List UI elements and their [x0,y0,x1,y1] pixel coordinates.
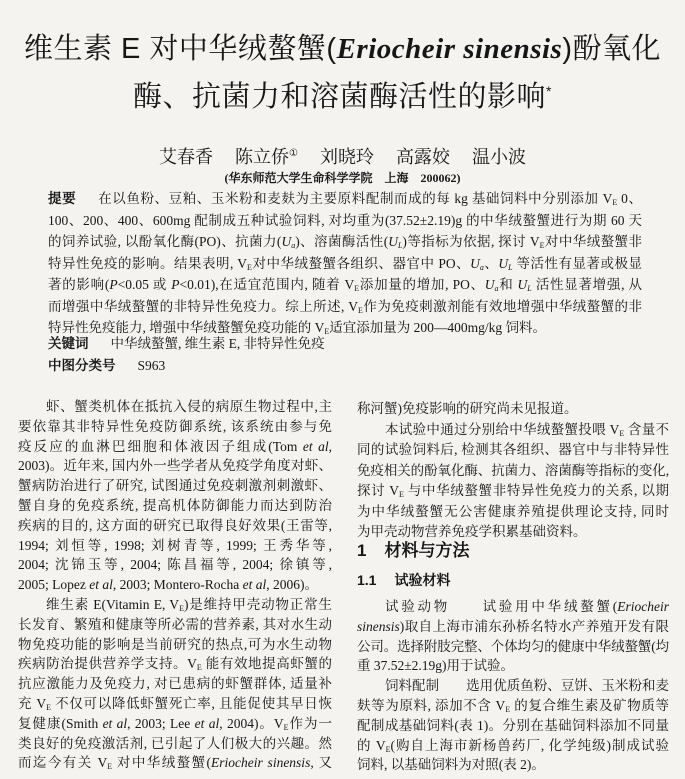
title-text: 维生素 E 对中华绒螯蟹( [23,33,337,65]
italic-text: U [498,255,509,271]
italic-text: U [281,234,292,249]
subscript: L [397,241,403,250]
text-run: 2005; Lopez [18,577,90,593]
text-run: 2004; 沈锦玉等, 2004; 陈昌福等, 2004; 徐镇等, [18,557,332,573]
subscript: E [385,744,391,754]
text-run: )是维持甲壳动物正常生 [183,597,332,612]
text-run: S963 [137,358,166,373]
title-text: 酶、抗菌力和溶菌酶活性的影响 [133,81,547,113]
subscript: E [179,604,184,613]
italic-text: Eriocheir sinensis [211,755,311,771]
right-column-line [357,618,669,636]
text-run: 对中华绒螯蟹( [112,755,212,771]
keywords-line [48,335,642,353]
text-run: 长发育、繁殖和健康等所必需的营养素, 其对水生动 [18,616,332,632]
left-column-line [18,596,332,614]
right-column-line [357,638,669,656]
text-run: 复健康(Smith [18,715,103,731]
left-column-line [18,556,332,574]
left-column-line [18,655,332,673]
clc-line [48,357,642,375]
section-title: 试验材料 [394,572,451,588]
right-column-line [357,462,669,480]
text-run: 的复合维生素及矿物质等 [510,698,670,713]
subscript: a [494,284,499,293]
right-column-line [357,400,669,418]
text-run: , 又 [310,755,333,771]
author-name: 高露姣 [395,147,450,167]
text-run: 0、 [617,191,643,206]
author-list [0,143,685,169]
italic-text: U [388,234,398,249]
subscript: E [324,327,330,336]
subscript: E [399,490,404,499]
left-column-line [18,537,332,555]
abstract-label: 提要 [48,191,77,206]
right-column-line [357,677,669,695]
text-run: 的 V [357,737,386,753]
text-run: 在以鱼粉、豆粕、玉米粉和麦麸为主要原料配制而成的每 kg 基础饲料中分别添加 V [98,191,613,206]
text-run: 要依靠其非特异性免疫防御系统, 该系统由参与免 [18,418,332,434]
left-column-line [18,418,332,436]
text-run: 蟹病防治进行了研究, 试图通过免疫刺激剂刺激虾、 [18,478,332,494]
text-run: 而增强中华绒螯蟹的非特异性免疫力。综上所述, V [48,298,359,314]
italic-text: et al [194,715,220,731]
section-title: 材料与方法 [384,541,470,560]
subscript: E [196,663,202,673]
left-column-line [18,576,332,594]
author-name: 陈立侨 [235,147,290,167]
text-run: 与中华绒螯蟹非特异性免疫力的关系, 以期 [403,483,670,498]
italic-text: U [470,255,480,271]
text-run: , 2004)。V [219,715,284,731]
text-run: 疫反应的血淋巴细胞和体液因子组成(Tom [18,438,303,454]
text-run: 重 37.52±2.19g)用于试验。 [357,658,515,674]
author [320,147,374,167]
section-heading-1 [357,541,469,561]
left-column-line [18,695,332,713]
text-run: 物免疫功能的影响是当前研究的热点,可为水生动物 [18,636,332,652]
author-name: 艾春香 [159,147,214,167]
text-run: 100、200、400、600mg 配制成五种试验饲料, 对均重为(37.52±2.19)g 的中华绒螯蟹进行为期 60 天 [48,212,642,228]
text-run: 能有效地提高虾蟹的 [201,656,333,672]
affiliation: (华东师范大学生命科学学院 上海 200062) [224,171,461,185]
left-column-line [18,675,332,693]
text-run: 公司。选择附肢完整、个体均匀的健康中华绒螯蟹(均 [357,638,669,654]
text-run: 中华绒螯蟹, 维生素 E, 非特异性免疫 [110,336,325,351]
text-run: 蟹自身的免疫系统, 提高机体防御能力而达到防治 [18,498,332,513]
text-run: 疾病防治提供营养学支持。V [18,656,197,672]
text-run: 同的试验饲料后, 检测其各组织、器官中与非特异性 [357,442,669,457]
author-footnote-mark: ① [289,148,298,159]
text-run: )取自上海市浦东孙桥名特水产养殖开发有限 [399,618,669,634]
text-run: 对中华绒螯蟹各组织、器官中 PO、 [251,255,471,271]
paper-title-line-2 [0,80,685,114]
text-run: 称河蟹)免疫影响的研究尚未见报道。 [357,401,578,416]
abstract-line [48,212,642,230]
text-run: 特异性免疫能力, 增强中华绒螯蟹免疫功能的 V [48,320,325,335]
author [472,147,526,167]
subscript: E [354,284,360,293]
abstract-line [48,255,642,273]
text-run: 对中华绒螯蟹非 [544,234,642,249]
text-run: 的饲养试验, 以酚氧化酶(PO)、抗菌力( [48,234,282,249]
right-column-line [357,482,669,500]
subscript: L [508,262,513,272]
text-run: 饲料配制 选用优质鱼粉、豆饼、玉米粉和麦 [385,678,669,694]
left-column-line [18,754,332,772]
text-run: )、溶菌酶活性( [295,234,389,249]
section-number: 1 [357,541,367,560]
text-run: 试验动物 试验用中华绒螯蟹( [385,599,618,614]
left-column-line [18,398,332,416]
text-run: 类良好的免疫激活剂, 已引起了人们极大的兴趣。然 [18,735,332,751]
subscript: E [247,262,252,272]
text-run: , [328,438,332,454]
text-run: 本试验中通过分别给中华绒螯蟹投喂 V [385,421,620,437]
left-column-line [18,497,332,515]
text-run: 活性显著增强, 从 [531,277,643,292]
text-run: <0.05 或 [117,277,172,292]
text-run: 而迄今有关 V [18,755,108,771]
text-run: 麸等为原料, 添加不含 V [357,698,506,713]
title-text: )酚氧化 [562,33,662,65]
right-column-line [357,697,669,715]
text-run: , 2006)。 [266,577,318,593]
right-column-line [357,441,669,459]
right-column-line [357,523,669,541]
text-run: 作为免疫刺激剂能有效地增强中华绒螯蟹的非 [362,298,643,314]
text-run: <0.01),在适宜范围内, 随着 V [179,277,355,292]
text-run: 维生素 E(Vitamin E, V [46,597,180,612]
text-run: 探讨 V [357,483,400,498]
text-run: 等活性有显著或极显 [512,255,643,271]
subscript: E [505,705,511,714]
text-run: 含量不 [624,421,670,437]
italic-text: et al [242,577,267,593]
text-run: 2003)。近年来, 国内外一些学者从免疫学角度对虾、 [18,458,332,474]
italic-text: et al [102,715,128,731]
section-number: 1.1 [357,572,377,588]
text-run: )等指标为依据, 探讨 V [402,234,540,249]
right-column-line [357,756,669,774]
author [159,147,213,167]
text-run: 虾、蟹类机体在抵抗入侵的病原生物过程中,主 [46,399,332,414]
right-column-line [357,503,669,521]
author [396,147,450,167]
text-run: (购自上海市新杨兽药厂, 化学纯级)制成试验 [390,737,669,753]
paper-title-line-1 [0,32,685,66]
abstract-line [48,233,642,251]
text-run: 、 [483,255,499,271]
text-run: , 2003; Lee [127,715,195,731]
left-column-line [18,616,332,634]
text-run: 作为一 [288,715,333,731]
italic-text: P [171,277,180,292]
text-run: 著的影响( [48,277,110,292]
left-column-line [18,517,332,535]
italic-text: U [517,277,528,292]
keywords-label: 关键词 [48,336,89,351]
left-column-line [18,715,332,733]
italic-text: et al [89,577,113,593]
text-run: 饲料, 以基础饲料为对照(表 2)。 [357,757,545,773]
abstract-line [48,298,642,316]
title-footnote-mark: * [546,83,552,99]
left-column-line [18,636,332,654]
clc-label: 中图分类号 [48,358,116,373]
abstract-line [48,276,642,294]
text-run: 免疫相关的酚氧化酶、抗菌力、溶菌酶等指标的变化, [357,462,669,478]
text-run: 特异性免疫的影响。结果表明, V [48,255,248,271]
left-column-line [18,438,332,456]
author [235,147,298,167]
text-run: 充 V [18,696,47,711]
text-run: 和 [498,277,518,292]
left-column-line [18,735,332,753]
italic-text: P [109,277,118,292]
right-column-line [357,717,669,735]
italic-text: Eriocheir [617,599,669,614]
right-column-line [357,421,669,439]
italic-text: sinensis [357,618,400,634]
text-run: 适宜添加量为 200—400mg/kg 饲料。 [329,320,547,335]
text-run: 疾病的目的, 这方面的研究已取得良好效果(王雷等, [18,517,332,533]
text-run: , 2003; Montero-Rocha [112,577,243,593]
text-run: 配制成基础饲料(表 1)。分别在基础饲料添加不同量 [357,717,669,733]
section-heading-1-1 [357,571,450,589]
left-column-line [18,477,332,495]
right-column-line [357,598,669,616]
text-run: 不仅可以降低虾蟹死亡率, 且能促使其早日恢 [50,696,333,711]
abstract-line [48,190,642,208]
italic-text: et al [302,438,329,454]
subscript: L [527,284,532,293]
title-species-name: Eriocheir sinensis [336,33,563,65]
right-column-line [357,737,669,755]
subscript: E [283,722,289,732]
subscript: E [612,198,618,207]
subscript: a [291,241,296,250]
text-run: 1994; 刘恒等, 1998; 刘树青等, 1999; 王秀华等, [18,537,332,553]
subscript: E [46,703,51,712]
left-column-line [18,457,332,475]
text-run: 抗应激能力及免疫力, 对已患病的虾蟹群体, 适量补 [18,676,332,692]
subscript: E [107,762,113,772]
subscript: a [479,262,484,272]
text-run: 为甲壳动物营养免疫学积累基础资料。 [357,524,587,539]
subscript: E [619,428,625,438]
author-name: 温小波 [471,147,526,167]
subscript: E [358,305,363,315]
subscript: E [539,241,545,250]
author-name: 刘晓玲 [319,147,374,167]
italic-text: U [484,277,495,292]
text-run: 添加量的增加, PO、 [359,277,485,292]
right-column-line [357,657,669,675]
text-run: 为中华绒螯蟹无公害健康养殖提供理论支持, 同时 [357,503,669,519]
